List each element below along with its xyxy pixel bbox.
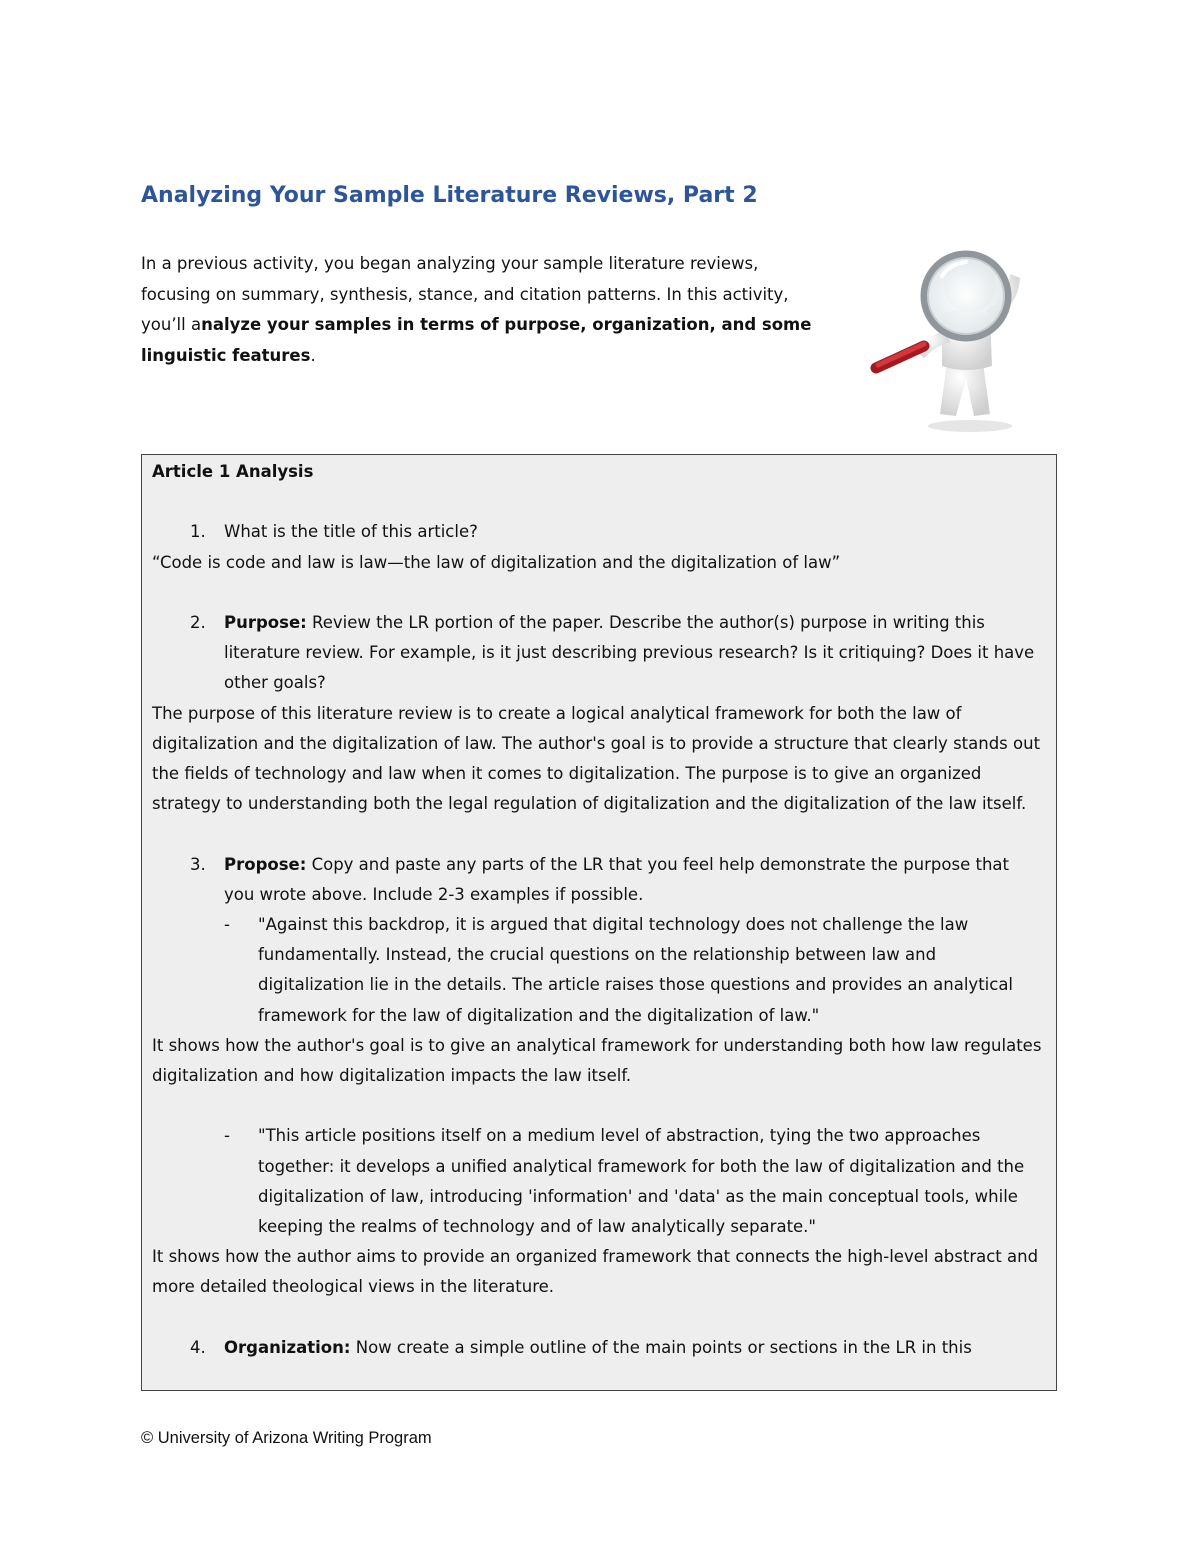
copyright-footer: © University of Arizona Writing Program [141, 1429, 432, 1447]
question-number: 2. [190, 612, 206, 632]
intro-line: focusing on summary, synthesis, stance, and citation patterns. In this activity, [141, 284, 789, 304]
quote-item-1 [152, 910, 1046, 1031]
question-number: 4. [190, 1337, 206, 1357]
page-title: Analyzing Your Sample Literature Reviews, Part 2 [141, 183, 758, 208]
intro-emphasis: linguistic features [141, 345, 311, 365]
analysis-heading: Article 1 Analysis [152, 462, 314, 481]
question-3 [152, 850, 1046, 910]
quote-text: "This article positions itself on a medium level of abstraction, tying the two approaches together: it develops a unified analytical framework for both the law of digitalization and the digitalization of law, introducing 'information' and 'data' as the main conceptual tools, while keeping the realms of technology and of law analytically separate." [258, 1126, 1025, 1237]
question-text: What is the title of this article? [224, 522, 478, 542]
question-label: Purpose: [224, 612, 307, 632]
question-text: Review the LR portion of the paper. Describe the author(s) purpose in writing this literature review. For example, is it just describing previous research? Is it critiquing? Does it have other goals? [224, 612, 1035, 693]
quote-item-2 [152, 1121, 1046, 1242]
magnifying-glass-figure-illustration [870, 238, 1040, 438]
article-analysis-box [141, 454, 1057, 1391]
intro-line: In a previous activity, you began analyzing your sample literature reviews, [141, 254, 759, 273]
quote-comment-2: It shows how the author aims to provide an organized framework that connects the high-level abstract and more detailed theological views in the literature. [152, 1247, 1039, 1297]
quote-text: "Against this backdrop, it is argued that digital technology does not challenge the law fundamentally. Instead, the crucial questions on the relationship between law and digitalization lie in the details. The article raises those questions and provides an analytical framework for the law of digitalization and the digitalization of law." [258, 915, 1014, 1025]
intro-text: . [310, 345, 316, 365]
question-4 [152, 1333, 1046, 1363]
answer-2: The purpose of this literature review is to create a logical analytical framework for both the law of digitalization and the digitalization of law. The author's goal is to provide a structure that clearly stands out the fields of technology and law when it comes to digitalization. The purpose is to give an organized strategy to understanding both the legal regulation of digitalization and the digitalization of the law itself. [152, 703, 1041, 814]
question-number: 1. [190, 522, 206, 542]
intro-text: you’ll a [141, 315, 202, 334]
question-text: Now create a simple outline of the main points or sections in the LR in this [350, 1337, 972, 1357]
answer-1: “Code is code and law is law—the law of digitalization and the digitalization of law” [152, 552, 841, 572]
intro-line [141, 310, 831, 341]
dash-bullet: - [224, 1126, 230, 1146]
quote-comment-1: It shows how the author's goal is to give an analytical framework for understanding both how law regulates digitalization and how digitalization impacts the law itself. [152, 1035, 1042, 1086]
intro-line [141, 341, 831, 372]
intro-emphasis: nalyze your samples in terms of purpose, organization, and some [201, 315, 812, 334]
question-1 [152, 517, 1046, 547]
question-number: 3. [190, 854, 206, 874]
dash-bullet: - [224, 915, 230, 934]
intro-paragraph [141, 249, 831, 371]
question-2 [152, 608, 1046, 699]
question-text: Copy and paste any parts of the LR that you feel help demonstrate the purpose that you wrote above. Include 2-3 examples if possible. [224, 854, 1009, 904]
question-label: Organization: [224, 1337, 351, 1357]
question-label: Propose: [224, 854, 307, 874]
